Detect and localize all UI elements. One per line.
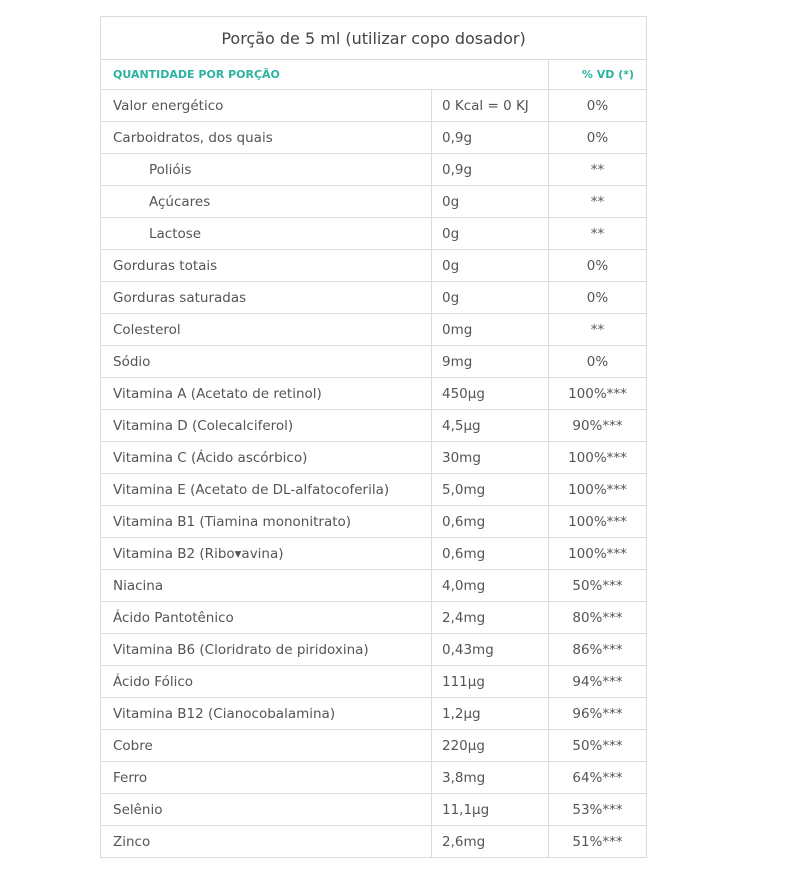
- nutrient-name: Vitamina B2 (Ribo▾avina): [101, 538, 432, 570]
- nutrient-name: Polióis: [101, 154, 432, 186]
- table-row: [101, 634, 647, 666]
- table-row: [101, 378, 647, 410]
- nutrient-amount: 2,4mg: [432, 602, 549, 634]
- nutrient-daily-value: 0%: [549, 122, 647, 154]
- nutrient-amount: 0g: [432, 186, 549, 218]
- nutrient-daily-value: **: [549, 186, 647, 218]
- nutrient-daily-value: 80%***: [549, 602, 647, 634]
- table-row: [101, 698, 647, 730]
- nutrient-daily-value: 100%***: [549, 538, 647, 570]
- nutrient-daily-value: 50%***: [549, 730, 647, 762]
- nutrient-amount: 3,8mg: [432, 762, 549, 794]
- nutrient-daily-value: 100%***: [549, 442, 647, 474]
- table-row: [101, 538, 647, 570]
- nutrient-daily-value: 94%***: [549, 666, 647, 698]
- nutrient-daily-value: 100%***: [549, 474, 647, 506]
- nutrient-name: Ferro: [101, 762, 432, 794]
- table-row: [101, 314, 647, 346]
- nutrient-daily-value: 96%***: [549, 698, 647, 730]
- nutrient-daily-value: **: [549, 218, 647, 250]
- nutrient-amount: 1,2µg: [432, 698, 549, 730]
- nutrient-name: Vitamina B1 (Tiamina mononitrato): [101, 506, 432, 538]
- nutrient-daily-value: 50%***: [549, 570, 647, 602]
- nutrient-name: Colesterol: [101, 314, 432, 346]
- nutrient-amount: 0g: [432, 250, 549, 282]
- table-row: [101, 282, 647, 314]
- nutrient-name: Vitamina B6 (Cloridrato de piridoxina): [101, 634, 432, 666]
- table-row: [101, 218, 647, 250]
- nutrient-amount: 30mg: [432, 442, 549, 474]
- table-row: [101, 250, 647, 282]
- quantity-per-serving-header: QUANTIDADE POR PORÇÃO: [101, 60, 549, 90]
- nutrient-name: Niacina: [101, 570, 432, 602]
- nutrient-name: Gorduras totais: [101, 250, 432, 282]
- nutrient-amount: 4,0mg: [432, 570, 549, 602]
- nutrient-name: Vitamina B12 (Cianocobalamina): [101, 698, 432, 730]
- nutrient-daily-value: 90%***: [549, 410, 647, 442]
- nutrient-amount: 0,9g: [432, 154, 549, 186]
- nutrient-amount: 0g: [432, 282, 549, 314]
- nutrient-amount: 0mg: [432, 314, 549, 346]
- table-row: [101, 570, 647, 602]
- table-row: [101, 666, 647, 698]
- table-row: [101, 762, 647, 794]
- nutrient-amount: 0,9g: [432, 122, 549, 154]
- table-caption-row: [101, 17, 647, 60]
- nutrient-daily-value: 0%: [549, 282, 647, 314]
- nutrient-amount: 220µg: [432, 730, 549, 762]
- nutrient-daily-value: 0%: [549, 250, 647, 282]
- daily-value-header: % VD (*): [549, 60, 647, 90]
- table-row: [101, 410, 647, 442]
- nutrient-amount: 2,6mg: [432, 826, 549, 858]
- nutrient-name: Valor energético: [101, 90, 432, 122]
- nutrient-daily-value: **: [549, 314, 647, 346]
- nutrition-facts-table: [100, 16, 647, 858]
- nutrient-name: Zinco: [101, 826, 432, 858]
- nutrient-amount: 4,5µg: [432, 410, 549, 442]
- table-row: [101, 346, 647, 378]
- table-row: [101, 794, 647, 826]
- nutrient-amount: 111µg: [432, 666, 549, 698]
- nutrient-name: Ácido Fólico: [101, 666, 432, 698]
- table-header-row: [101, 60, 647, 90]
- nutrient-daily-value: 86%***: [549, 634, 647, 666]
- nutrient-name: Carboidratos, dos quais: [101, 122, 432, 154]
- nutrient-amount: 0 Kcal = 0 KJ: [432, 90, 549, 122]
- nutrient-daily-value: **: [549, 154, 647, 186]
- nutrient-name: Cobre: [101, 730, 432, 762]
- table-row: [101, 186, 647, 218]
- nutrient-daily-value: 0%: [549, 90, 647, 122]
- table-row: [101, 826, 647, 858]
- table-row: [101, 90, 647, 122]
- nutrient-amount: 5,0mg: [432, 474, 549, 506]
- nutrient-amount: 11,1µg: [432, 794, 549, 826]
- serving-size-caption: Porção de 5 ml (utilizar copo dosador): [101, 17, 647, 60]
- nutrient-daily-value: 0%: [549, 346, 647, 378]
- table-row: [101, 154, 647, 186]
- nutrient-name: Vitamina D (Colecalciferol): [101, 410, 432, 442]
- nutrient-name: Vitamina A (Acetato de retinol): [101, 378, 432, 410]
- nutrient-daily-value: 53%***: [549, 794, 647, 826]
- nutrient-name: Sódio: [101, 346, 432, 378]
- nutrient-name: Vitamina C (Ácido ascórbico): [101, 442, 432, 474]
- nutrient-daily-value: 100%***: [549, 506, 647, 538]
- nutrient-amount: 450µg: [432, 378, 549, 410]
- nutrient-amount: 9mg: [432, 346, 549, 378]
- table-row: [101, 122, 647, 154]
- nutrient-name: Açúcares: [101, 186, 432, 218]
- nutrient-amount: 0,43mg: [432, 634, 549, 666]
- nutrient-name: Selênio: [101, 794, 432, 826]
- nutrient-daily-value: 51%***: [549, 826, 647, 858]
- table-row: [101, 506, 647, 538]
- nutrient-name: Lactose: [101, 218, 432, 250]
- table-row: [101, 442, 647, 474]
- nutrient-name: Ácido Pantotênico: [101, 602, 432, 634]
- table-row: [101, 730, 647, 762]
- nutrient-name: Vitamina E (Acetato de DL-alfatocoferila): [101, 474, 432, 506]
- nutrient-amount: 0,6mg: [432, 538, 549, 570]
- nutrient-daily-value: 64%***: [549, 762, 647, 794]
- table-row: [101, 602, 647, 634]
- nutrient-amount: 0g: [432, 218, 549, 250]
- nutrient-amount: 0,6mg: [432, 506, 549, 538]
- table-body: [101, 90, 647, 858]
- nutrient-name: Gorduras saturadas: [101, 282, 432, 314]
- table-row: [101, 474, 647, 506]
- nutrient-daily-value: 100%***: [549, 378, 647, 410]
